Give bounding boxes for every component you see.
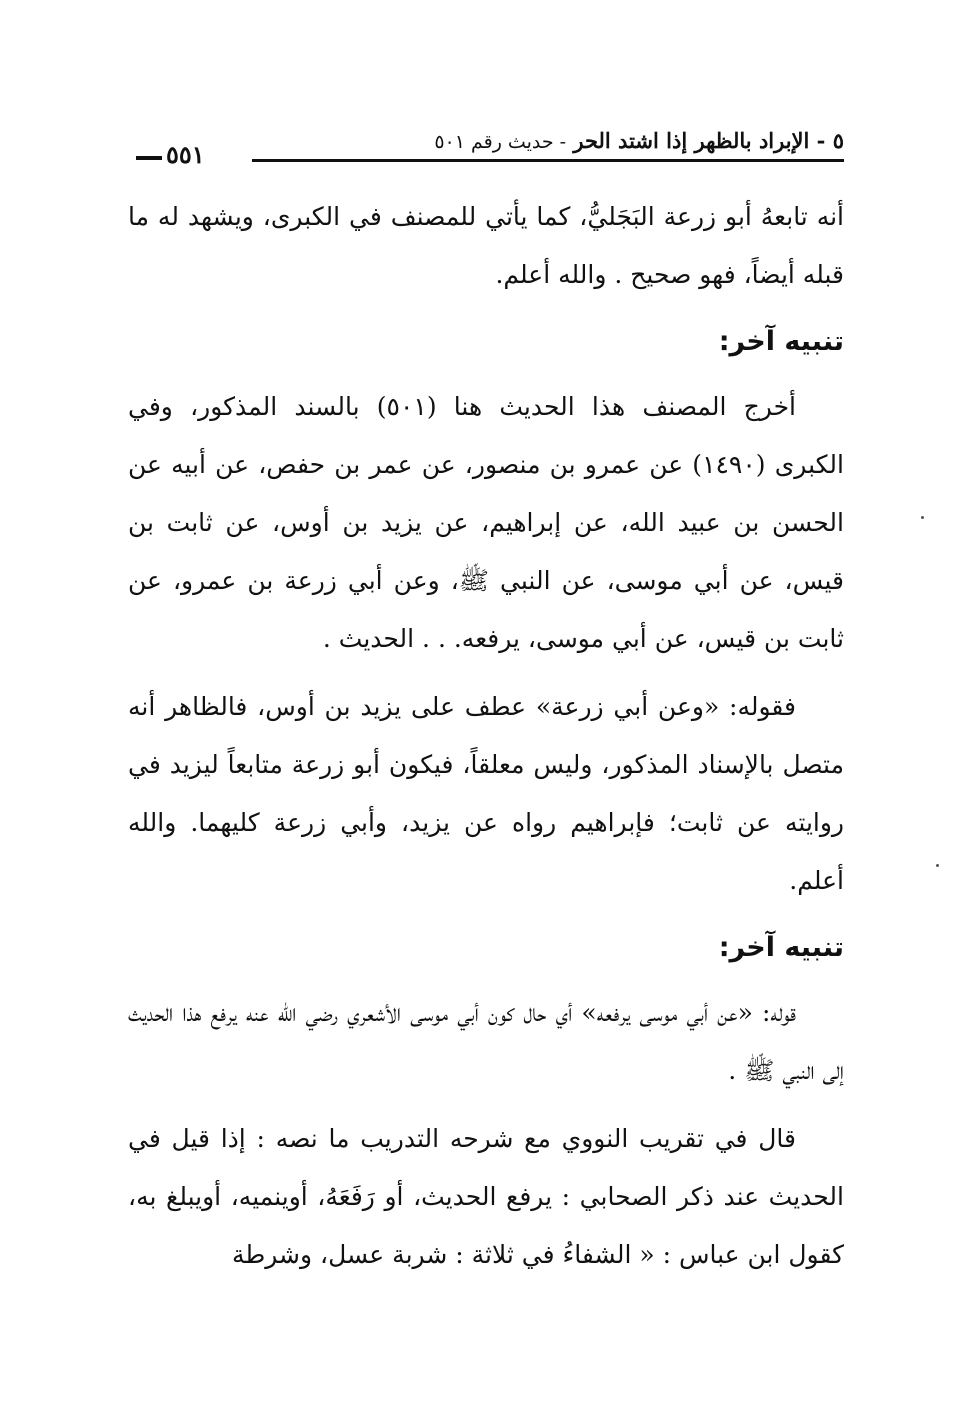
scan-speck: [936, 864, 939, 867]
chapter-title: ٥ - الإبراد بالظهر إذا اشتد الحر: [573, 128, 844, 153]
paragraph-explanation: قوله: «عن أبي موسى يرفعه» أي حال كون أبي موسى الأشعري رضي الله عنه يرفع هذا الحديث إلى النبي ﷺ .: [128, 998, 844, 1085]
scan-speck: [921, 516, 924, 519]
paragraph-quotation: قال في تقريب النووي مع شرحه التدريب ما نصه : إذا قيل في الحديث عند ذكر الصحابي : يرفع الحديث، أو رَفَعَهُ، أوينميه، أويبلغ به، كقول ابن عباس : « الشفاءُ في ثلاثة : شربة عسل، وشرطة: [128, 1124, 844, 1269]
page-number-dash: [136, 156, 162, 160]
header-rule: [252, 159, 844, 162]
paragraph-takhrij: أخرج المصنف هذا الحديث هنا (٥٠١) بالسند المذكور، وفي الكبرى (١٤٩٠) عن عمرو بن منصور، عن عمر بن حفص، عن أبيه عن الحسن بن عبيد الله، عن إبراهيم، عن يزيد بن أوس، عن ثابت بن قيس، عن أبي موسى، عن النبي ﷺ، وعن أبي زرعة بن عمرو، عن ثابت بن قيس، عن أبي موسى، يرفعه. . . الحديث .: [128, 392, 844, 653]
paragraph-continuation: أنه تابعهُ أبو زرعة البَجَليُّ، كما يأتي للمصنف في الكبرى، ويشهد له ما قبله أيضاً، فهو صحيح . والله أعلم.: [128, 202, 844, 289]
page-body: [128, 188, 844, 1294]
page-number: ٥٥١: [166, 140, 205, 169]
hadith-reference: - حديث رقم ٥٠١: [434, 131, 567, 153]
running-header: [434, 128, 844, 153]
section-heading-1: تنبيه آخر:: [718, 326, 844, 357]
page-header: [128, 118, 844, 168]
paragraph-commentary: فقوله: «وعن أبي زرعة» عطف على يزيد بن أوس، فالظاهر أنه متصل بالإسناد المذكور، وليس معلقاً، فيكون أبو زرعة متابعاً ليزيد في روايته عن ثابت؛ فإبراهيم رواه عن يزيد، وأبي زرعة كليهما. والله أعلم.: [128, 692, 844, 895]
section-heading-2: تنبيه آخر:: [718, 932, 844, 963]
